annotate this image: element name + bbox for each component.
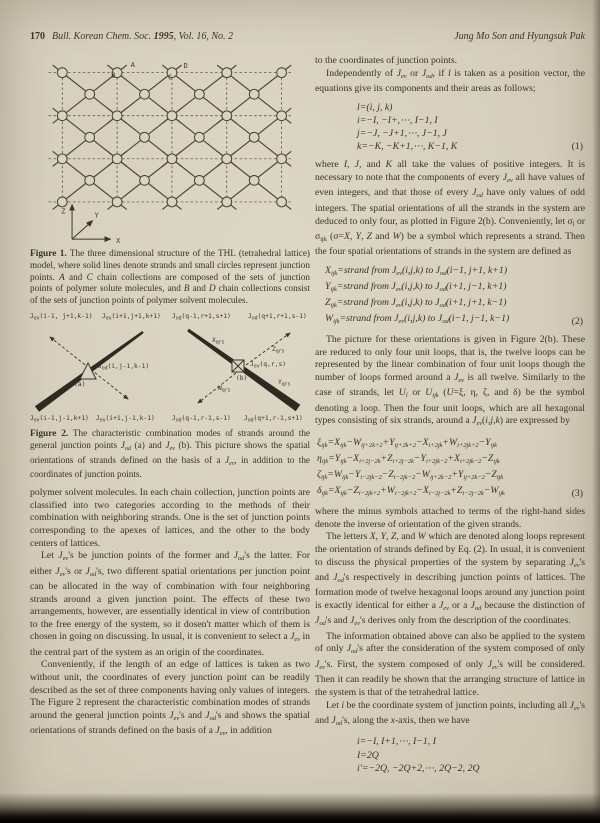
junction-label: $J_{od}(q+1,r-1,s+1)$ bbox=[244, 415, 303, 424]
equation-4: i=−I, I+1,⋯, I−1, I I=2Q i′=−2Q, −2Q+2,⋯, 2Q−2, 2Q bbox=[357, 736, 480, 774]
figure2-diagrams bbox=[30, 313, 310, 425]
lattice-junction-node bbox=[277, 197, 287, 207]
paragraph: where I, J, and K all take the values of positive integers. It is necessary to note that the components of every $J_{ev}$ all have values of even integers, and that those of every $J_{od}$ have only values of odd integers. The spatial orientations of all the strands in the system are deduced to only four, as plotted in Figure 2(b). Conveniently, let $\sigma_l$ or $\sigma_{ijk}$ (σ=X, Y, Z and W) be a symbol which represents a strand. Then the four spatial orientations of strands in the system are defined as bbox=[315, 159, 586, 258]
left-column bbox=[30, 55, 310, 741]
figure1-label-d: D bbox=[183, 61, 188, 70]
junction-label: $J_{od}(q-1,r-1,s-1)$ bbox=[172, 415, 231, 424]
scan-bottom-black-band bbox=[0, 793, 600, 823]
orientation-label-z: $Z_{qrs}$ bbox=[272, 346, 285, 355]
lattice-junction-node bbox=[85, 175, 95, 185]
lattice-junction-node bbox=[194, 132, 204, 142]
lattice-junction-node bbox=[222, 197, 232, 207]
figure2-diagram-a bbox=[30, 313, 170, 425]
lattice-junction-node bbox=[222, 111, 232, 121]
figure1-caption: Figure 1. The three dimensional structure of the THL (tetrahedral lattice) model, where solid lines denote strands and small circles represent junction points. A and C chain collections are composed of the sets of junction points of polymer solute molecules, and B and D chain collections consist of the sets of junction points of polymer solvent molecules. bbox=[30, 248, 311, 305]
right-column bbox=[315, 55, 585, 781]
junction-label: $J_{ev}(i-1$, j+1,k-1) bbox=[30, 313, 93, 322]
lattice-junction-node bbox=[167, 154, 177, 164]
figure1-label-c: C bbox=[168, 73, 173, 82]
lattice-junction-node bbox=[112, 197, 122, 207]
header-left bbox=[30, 31, 233, 42]
lattice-junction-node bbox=[85, 132, 95, 142]
paragraph: where the minus symbols attached to terms of the right-hand sides denote the inverse of orientation of the given strands. bbox=[315, 506, 585, 530]
lattice-junction-node bbox=[277, 154, 287, 164]
lattice-junction-node bbox=[57, 154, 67, 164]
equation-number: (2) bbox=[571, 316, 583, 328]
junction-label: $J_{ev}(i+1,j-1,k-1)$ bbox=[96, 415, 155, 424]
equation-3: $\xi_{ijk}=X_{ijk}-W_{ij+2k+2}+Y_{ij+2k+2}-X_{i+2jk}+W_{i+2jk+2}-Y_{ijk}$ $\eta_{ijk}=Y_{ijk}-X_{i+2j-2k}+Z_{i+2j-2k}-Y_{i+2jk-2}+X_{i+2jk-2}-Z_{ijk}$ $\zeta_{ijk}=W_{ijk}-Y_{i-2jk-2}-Z_{i-2jk-2}-W_{ij+2k-2}+Y_{ij+2k-2}-Z_{ijk}$ $\delta_{ijk}=X_{ijk}-Z_{i-2jk+2}+W_{i-2jk+2}-X_{i-2j-2k}+Z_{i-2j-2k}-W_{ijk}$ (3) bbox=[317, 436, 583, 499]
lattice-junction-node bbox=[249, 132, 259, 142]
scan-edge-shadow bbox=[592, 0, 600, 823]
equation-number: (3) bbox=[571, 487, 583, 499]
junction-label: $J_{od}(q+1,r+1,s-1)$ bbox=[248, 313, 307, 322]
y-axis-arrow bbox=[72, 222, 92, 240]
figure2-caption-label: Figure 2. bbox=[30, 429, 69, 440]
page-number: 170 bbox=[30, 31, 45, 42]
orientation-label-w: $W_{qrs}$ bbox=[218, 385, 231, 394]
lattice-junction-node bbox=[57, 68, 67, 78]
equation-2: $X_{ijk}=strand$ from $J_{ev}(i,j,k)$ to $J_{od}(i-1$, j+1, k+1) $Y_{ijk}=strand$ from $J_{ev}(i,j,k)$ to $J_{od}(i+1$, j−1, k+1) $Z_{ijk}=strand$ from $J_{ev}(i,j,k)$ to $J_{od}(i+1$, j+1, k−1) $W_{ijk}=strand$ from $J_{ev}(i,j,k)$ to $J_{od}(i-1$, j−1, k−1) (2) bbox=[325, 264, 583, 328]
figure2b-lines bbox=[172, 319, 310, 419]
lattice-junction-node bbox=[167, 197, 177, 207]
junction-label: $J_{ev}(i-1,j-1,k+1)$ bbox=[30, 415, 89, 424]
figure1-label-a: A bbox=[130, 60, 135, 69]
paragraph: The letters X, Y, Z, and W which are denoted along loops represent the orientation of strands defined by Eq. (2). In usual, it is convenient to discuss the physical properties of the system by separating $J_{ev}'s$ and $J_{od}'s$ respectively in describing junction points of lattices. The formation mode of twelve hexagonal loops around any junction point is exactly identical for either a $J_{ev}$ or a $J_{od}$ because the distinction of $J_{od}'s$ and $J_{ev}'s$ derives only from the description of the coordinates. bbox=[315, 531, 586, 628]
journal-reference: Bull. Korean Chem. Soc. 1995, Vol. 16, No. 2 bbox=[52, 31, 234, 42]
lattice-junction-node bbox=[194, 175, 204, 185]
lattice-junction-node bbox=[277, 68, 287, 78]
lattice-junction-node bbox=[140, 175, 150, 185]
paragraph: The information obtained above can also be applied to the system of only $J_{od}'s$ after the consideration of the system composed of only $J_{ev}'s$. First, the system composed of only $J_{ev}'s$ will be considered. Then it can readily be shown that the arranging structure of lattice in the system is that of the tetrahedral lattice. bbox=[315, 630, 586, 698]
lattice-junction-node bbox=[112, 111, 122, 121]
orientation-label-y: $Y_{qrs}$ bbox=[278, 379, 291, 388]
lattice-generated-geometry bbox=[49, 65, 292, 209]
figure1-caption-label: Figure 1. bbox=[30, 249, 67, 259]
paragraph: polymer solvent molecules. In each chain collection, junction points are classified into two categories according to the methods of their combination with neighboring strands. One is the set of junction points corresponding to the apexes of lattices, and the other to the body centers of lattices. bbox=[30, 487, 310, 549]
subfigure-tag-b: (b) bbox=[236, 375, 248, 383]
lattice-junction-node bbox=[57, 111, 67, 121]
lattice-junction-node bbox=[140, 132, 150, 142]
figure1-z-axis-label: Z bbox=[61, 207, 66, 216]
subfigure-tag-a: (a) bbox=[74, 381, 86, 389]
lattice-junction-node bbox=[222, 154, 232, 164]
lattice-junction-node bbox=[112, 154, 122, 164]
lattice-junction-node bbox=[277, 111, 287, 121]
journal-year: 1995 bbox=[153, 31, 174, 42]
figure1-x-axis-label: X bbox=[116, 237, 121, 245]
lattice-junction-node bbox=[249, 89, 259, 99]
page-header bbox=[30, 31, 585, 42]
paragraph: Independently of $J_{ev}$ or $J_{od}$, if l is taken as a position vector, the equations give its components and their areas as follows; bbox=[315, 67, 586, 95]
equation-1: l=(i, j, k) i=−I, −I+,⋯, I−1, I j=−J, −J+1,⋯, J−1, J k=−K, −K+1,⋯, K−1, K (1) bbox=[357, 101, 583, 153]
orientation-label-x: $X_{qrs}$ bbox=[212, 337, 225, 346]
paragraph: Let i be the coordinate system of junction points, including all $J_{ev}'s$ and $J_{od}'s$, along the x-axis, then we have bbox=[315, 699, 585, 727]
figure1-label-b: B bbox=[111, 71, 116, 80]
junction-crossed-square-symbol bbox=[232, 360, 244, 372]
lattice-junction-node bbox=[57, 197, 67, 207]
paragraph: Let $J_{ev}'s$ be junction points of the former and $J_{od}'s$ the latter. For either $J_{ev}'s$ or $J_{od}'s$, two different spatial orientations per junction point can be allocated in the way of combination with four neighboring strands around a given junction point. The effects of these two arrangements, however, are essentially identical in view of contribution to the free energy of the system, so it dosen't matter which of them is chosen in going on discussing. In usual, it is convenient to select a $J_{ev}$ in the central part of the system as an origin of the coordinates. bbox=[30, 550, 311, 658]
running-authors: Jung Mo Son and Hyungsuk Pak bbox=[454, 31, 585, 42]
figure2-caption: Figure 2. The characteristic combination modes of strands around the general junction points $J_{od}$ (a) and $J_{ev}$ (b). This picture shows the spatial orientations of strands defined on the basis of a $J_{ev}$, in addition to the coordinates of junction points. bbox=[30, 428, 311, 479]
paragraph: The picture for these orientations is given in Figure 2(b). These are reduced to only four unit loops, that is, the twelve loops can be represented by the linear combination of four unit loops though the number of loops formed around a $J_{ev}$ is all twelve. Similarly to the case of strands, let $U_l$ or $U_{ijk}$ (U=ξ, η, ζ, and δ) be the symbol denoting a loop. Then the four unit loops, which are all hexagonal types consisting of six strands, around a $J_{ev}(i,j,k)$ are expressed by bbox=[315, 334, 585, 428]
equation-number: (1) bbox=[571, 141, 583, 153]
lattice-junction-node bbox=[194, 89, 204, 99]
lattice-junction-node bbox=[249, 175, 259, 185]
figure2-diagram-b bbox=[172, 313, 310, 425]
figure1-lattice-drawing bbox=[30, 57, 308, 245]
junction-label: $J_{od}(i,j-1,k-1)$ bbox=[98, 363, 150, 372]
figure1-axes bbox=[72, 206, 109, 239]
junction-label: $J_{od}(q-1,r+1,s+1)$ bbox=[172, 313, 231, 322]
lattice-junction-node bbox=[167, 111, 177, 121]
paragraph: Conveniently, if the length of an edge of lattices is taken as two without unit, the coordinates of every junction point can be readily described as the set of three components having only values of integers. The Figure 2 represent the characteristic combination modes of strands around the general junction points $J_{ev}'s$ and $J_{od}'s$ and shows the spatial orientations of strands defined on the basis of a $J_{ev}$, in addition bbox=[30, 659, 310, 738]
junction-label: $J_{ev}(q,r,s)$ bbox=[250, 361, 287, 370]
paragraph: to the coordinates of junction points. bbox=[315, 55, 458, 66]
junction-label: $J_{ev}(i+1,j+1,k+1)$ bbox=[102, 313, 161, 322]
lattice-junction-node bbox=[222, 68, 232, 78]
lattice-junction-node bbox=[85, 89, 95, 99]
lattice-junction-node bbox=[140, 89, 150, 99]
figure1-y-axis-label: Y bbox=[94, 211, 99, 220]
